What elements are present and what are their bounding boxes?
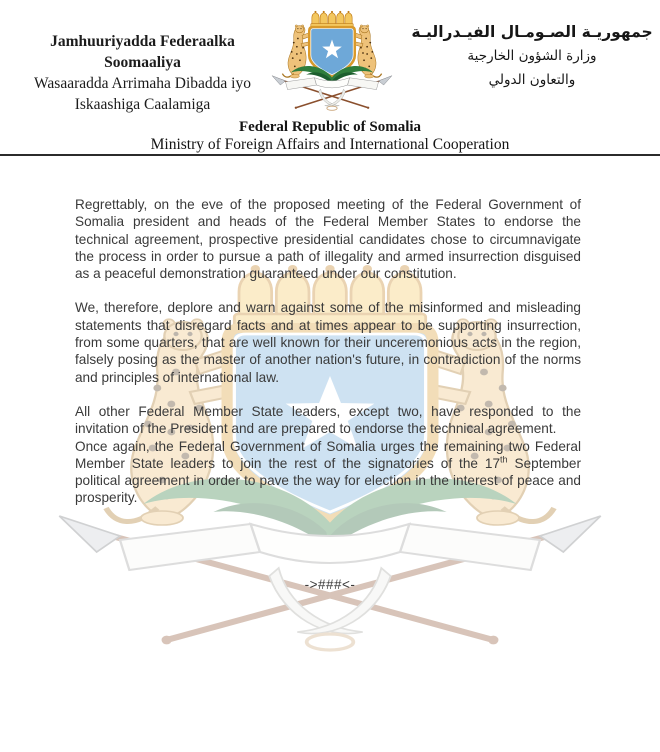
end-of-release-marker: ->###<- [304, 577, 356, 592]
letterhead-arabic-block [406, 20, 658, 92]
paragraph: We, therefore, deplore and warn against some of the misinformed and misleading statements that disregard facts and at times appear to be supporting insurrection, from some quarters, that are well known for their unceremonious acts in the region, falsely posing as the master of another nation's future, in contradiction of the norms and principles of international law. [75, 300, 581, 385]
letterhead-somali-line1: Jamhuuriyadda Federaalka Soomaaliya [50, 33, 235, 71]
header-title-country: Federal Republic of Somalia [238, 119, 422, 135]
letterhead-arabic-line1: جمهوريـة الصـومـال الفيـدراليـة [411, 23, 653, 41]
header-rule [0, 154, 660, 156]
letterhead-arabic-line2: وزارة الشؤون الخارجية [467, 48, 597, 64]
letterhead-somali-line2: Wasaaradda Arrimaha Dibadda iyo [34, 75, 251, 92]
header-title-ministry: Ministry of Foreign Affairs and International Cooperation [150, 136, 510, 153]
letterhead-somali-block [10, 31, 275, 115]
letter-body [75, 196, 581, 507]
letterhead-somali-line3: Iskaashiga Caalamiga [74, 96, 211, 113]
paragraph: All other Federal Member State leaders, except two, have responded to the invitation of the President and are prepared to endorse the technical agreement. [75, 403, 581, 437]
letterhead-arabic-line3: والتعاون الدولي [488, 72, 576, 88]
paragraph: Regrettably, on the eve of the proposed meeting of the Federal Government of Somalia president and heads of the Federal Member States to endorse the technical agreement, prospective presidential candidates chose to circumnavigate the process in order to pursue a path of illegality and armed insurrection disguised as a peaceful demonstration guaranteed under our constitution. [75, 197, 581, 282]
somalia-coat-of-arms-icon [270, 6, 394, 118]
paragraph: Once again, the Federal Government of Somalia urges the remaining two Federal Member State leaders to join the rest of the signatories of the 17th September political agreement in order to pave the way for election in the interest of peace and prosperity. [75, 438, 581, 506]
